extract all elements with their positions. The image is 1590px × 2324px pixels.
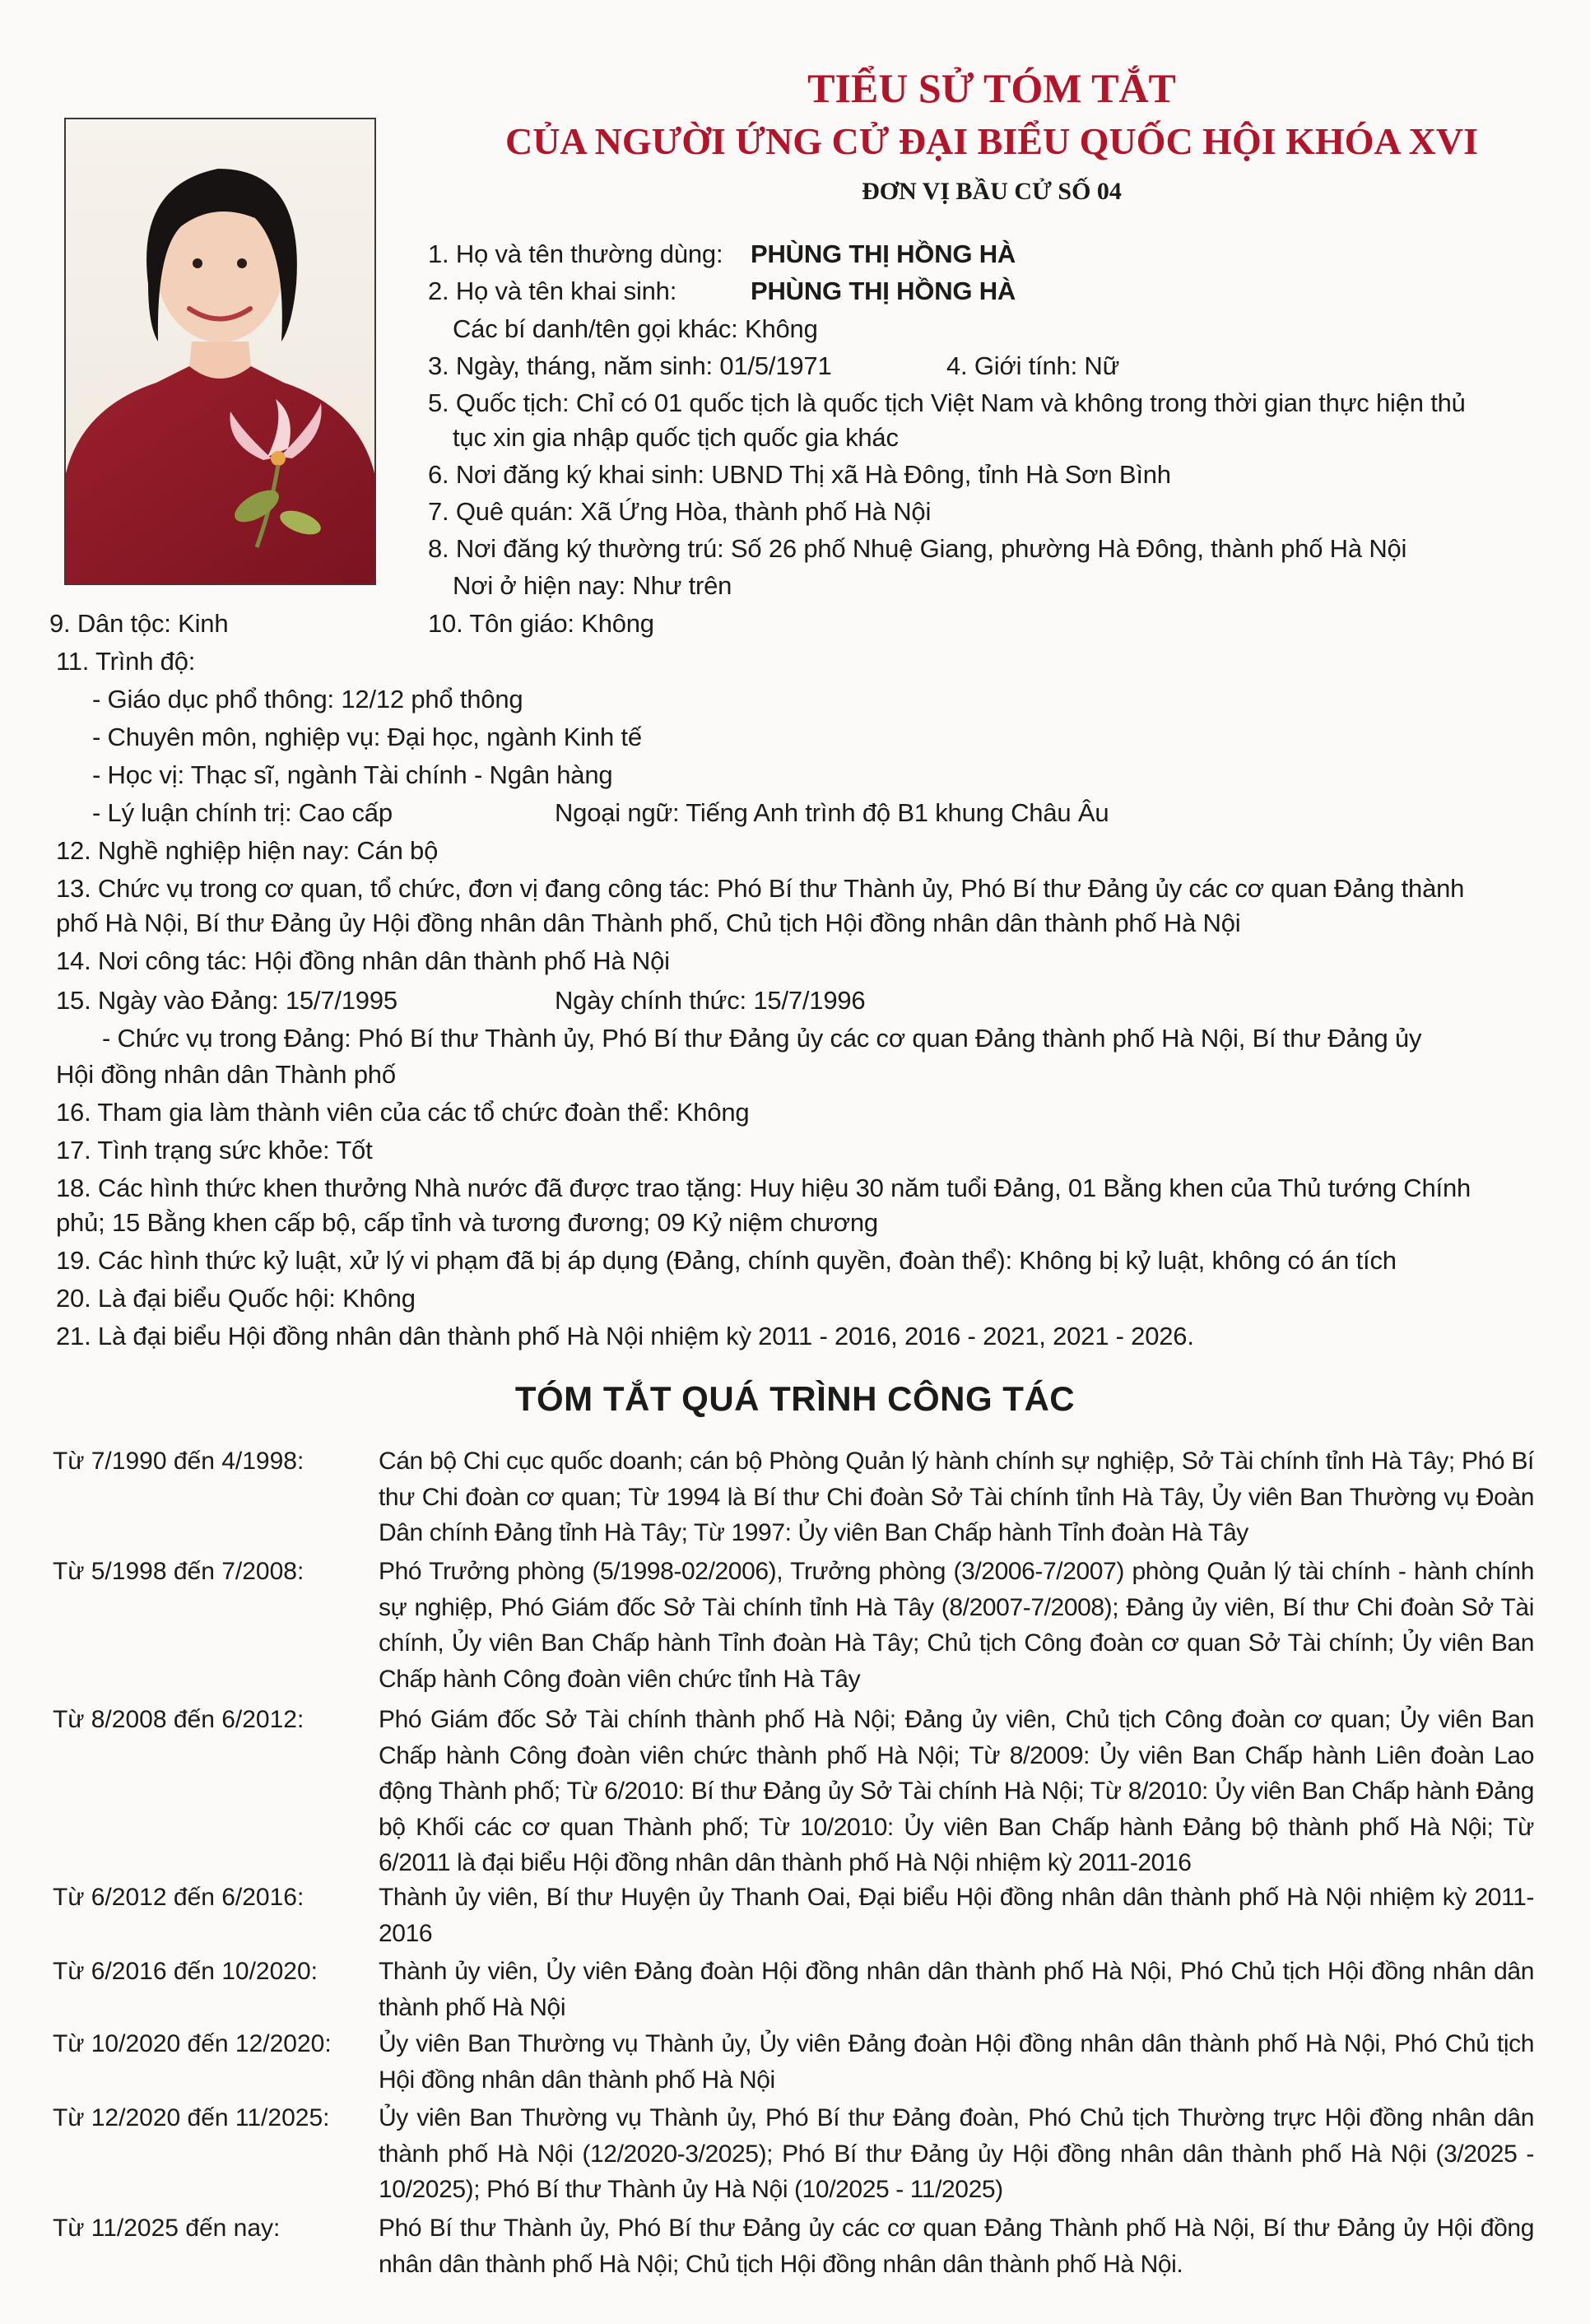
fullname-birth-value: PHÙNG THỊ HỒNG HÀ xyxy=(751,277,1016,305)
workplace: 14. Nơi công tác: Hội đồng nhân dân thành phố Hà Nội xyxy=(56,946,670,975)
career-row xyxy=(53,2210,1534,2284)
national-assembly-delegate: 20. Là đại biểu Quốc hội: Không xyxy=(56,1284,416,1313)
current-residence: Nơi ở hiện nay: Như trên xyxy=(453,571,732,600)
career-period: Từ 6/2012 đến 6/2016: xyxy=(53,1884,305,1911)
education-title: 11. Trình độ: xyxy=(56,647,196,676)
career-period: Từ 10/2020 đến 12/2020: xyxy=(53,2030,332,2057)
party-official-date: Ngày chính thức: 15/7/1996 xyxy=(555,986,866,1015)
education-language: Ngoại ngữ: Tiếng Anh trình độ B1 khung Châu Âu xyxy=(555,798,1109,827)
fullname-birth-row xyxy=(428,273,1016,309)
career-description: Ủy viên Ban Thường vụ Thành ủy, Phó Bí thư Đảng đoàn, Phó Chủ tịch Thường trực Hội đồng nhân dân thành phố Hà Nội (12/2020-3/2025); Phó Bí thư Đảng ủy Hội đồng nhân dân thành phố Hà Nội (3/2025 - 10/2025); Phó Bí thư Thành ủy Hà Nội (10/2025 - 11/2025) xyxy=(379,2104,1534,2203)
health: 17. Tình trạng sức khỏe: Tốt xyxy=(56,1136,373,1164)
career-period: Từ 6/2016 đến 10/2020: xyxy=(53,1958,318,1985)
discipline: 19. Các hình thức kỷ luật, xử lý vi phạm đã bị áp dụng (Đảng, chính quyền, đoàn thể): Không bị kỷ luật, không có án tích xyxy=(56,1246,1397,1275)
date-of-birth: 3. Ngày, tháng, năm sinh: 01/5/1971 xyxy=(428,351,832,380)
permanent-residence: 8. Nơi đăng ký thường trú: Số 26 phố Nhuệ Giang, phường Hà Đông, thành phố Hà Nội xyxy=(428,534,1407,563)
career-period: Từ 7/1990 đến 4/1998: xyxy=(53,1448,305,1475)
occupation: 12. Nghề nghiệp hiện nay: Cán bộ xyxy=(56,836,439,865)
career-description: Thành ủy viên, Ủy viên Đảng đoàn Hội đồng nhân dân thành phố Hà Nội, Phó Chủ tịch Hội đồng nhân dân thành phố Hà Nội xyxy=(379,1958,1534,2021)
career-row xyxy=(53,1554,1534,1699)
document-title: TIỂU SỬ TÓM TẮT xyxy=(807,65,1176,111)
career-period: Từ 5/1998 đến 7/2008: xyxy=(53,1558,305,1585)
nationality-line-2: tục xin gia nhập quốc tịch quốc gia khác xyxy=(453,423,899,452)
career-row xyxy=(53,1443,1534,1552)
career-section-title: TÓM TẮT QUÁ TRÌNH CÔNG TÁC xyxy=(514,1379,1076,1418)
career-period: Từ 12/2020 đến 11/2025: xyxy=(53,2104,330,2131)
fullname-common-label: 1. Họ và tên thường dùng: xyxy=(428,239,723,268)
awards-line-1: 18. Các hình thức khen thưởng Nhà nước đã được trao tặng: Huy hiệu 30 năm tuổi Đảng, 01 Bằng khen của Thủ tướng Chính xyxy=(56,1174,1471,1202)
career-row xyxy=(53,1702,1534,1881)
council-delegate: 21. Là đại biểu Hội đồng nhân dân thành phố Hà Nội nhiệm kỳ 2011 - 2016, 2016 - 2021, 2021 - 2026. xyxy=(56,1322,1194,1350)
position-line-2: phố Hà Nội, Bí thư Đảng ủy Hội đồng nhân dân Thành phố, Chủ tịch Hội đồng nhân dân thành phố Hà Nội xyxy=(56,909,1241,937)
party-join-date: 15. Ngày vào Đảng: 15/7/1995 xyxy=(56,986,398,1015)
career-row xyxy=(53,1880,1534,1952)
candidate-portrait xyxy=(64,118,376,585)
party-position-line-2: Hội đồng nhân dân Thành phố xyxy=(56,1060,396,1089)
career-description: Cán bộ Chi cục quốc doanh; cán bộ Phòng Quản lý hành chính sự nghiệp, Sở Tài chính tỉnh Hà Tây; Phó Bí thư Chi đoàn cơ quan; Từ 1994 là Bí thư Chi đoàn Sở Tài chính tỉnh Hà Tây, Ủy viên Ban Thường vụ Đoàn Dân chính Đảng tỉnh Hà Tây; Từ 1997: Ủy viên Ban Chấp hành Tỉnh đoàn Hà Tây xyxy=(379,1448,1534,1546)
education-politics: - Lý luận chính trị: Cao cấp xyxy=(92,798,393,827)
hometown: 7. Quê quán: Xã Ứng Hòa, thành phố Hà Nội xyxy=(428,497,932,526)
document-subtitle: CỦA NGƯỜI ỨNG CỬ ĐẠI BIỂU QUỐC HỘI KHÓA XVI xyxy=(504,120,1478,162)
fullname-birth-label: 2. Họ và tên khai sinh: xyxy=(428,277,677,305)
education-major: - Chuyên môn, nghiệp vụ: Đại học, ngành Kinh tế xyxy=(92,723,642,751)
career-row xyxy=(53,2100,1534,2209)
electoral-unit: ĐƠN VỊ BẦU CỬ SỐ 04 xyxy=(862,178,1122,205)
birth-registration: 6. Nơi đăng ký khai sinh: UBND Thị xã Hà Đông, tỉnh Hà Sơn Bình xyxy=(428,460,1171,489)
awards-line-2: phủ; 15 Bằng khen cấp bộ, cấp tỉnh và tương đương; 09 Kỷ niệm chương xyxy=(56,1208,878,1237)
nationality-line-1: 5. Quốc tịch: Chỉ có 01 quốc tịch là quốc tịch Việt Nam và không trong thời gian thực hiện thủ xyxy=(428,388,1466,417)
fullname-common-row xyxy=(428,236,1016,272)
career-description: Phó Bí thư Thành ủy, Phó Bí thư Đảng ủy các cơ quan Đảng Thành phố Hà Nội, Bí thư Đảng ủy Hội đồng nhân dân thành phố Hà Nội; Chủ tịch Hội đồng nhân dân thành phố Hà Nội. xyxy=(379,2215,1534,2278)
career-description: Phó Trưởng phòng (5/1998-02/2006), Trưởng phòng (3/2006-7/2007) phòng Quản lý tài chính - hành chính sự nghiệp, Phó Giám đốc Sở Tài chính tỉnh Hà Tây (8/2007-7/2008); Đảng ủy viên, Bí thư Chi đoàn Sở Tài chính, Ủy viên Ban Chấp hành Tỉnh đoàn Hà Tây; Chủ tịch Công đoàn cơ quan Sở Tài chính; Ủy viên Ban Chấp hành Công đoàn viên chức tỉnh Hà Tây xyxy=(379,1558,1534,1693)
ethnicity: 9. Dân tộc: Kinh xyxy=(49,609,229,638)
education-degree: - Học vị: Thạc sĩ, ngành Tài chính - Ngân hàng xyxy=(92,760,613,789)
career-row xyxy=(53,2026,1534,2099)
organizations: 16. Tham gia làm thành viên của các tổ chức đoàn thể: Không xyxy=(56,1098,750,1127)
aliases: Các bí danh/tên gọi khác: Không xyxy=(453,314,818,343)
career-period: Từ 8/2008 đến 6/2012: xyxy=(53,1706,305,1733)
religion: 10. Tôn giáo: Không xyxy=(428,609,654,638)
party-position-line-1: - Chức vụ trong Đảng: Phó Bí thư Thành ủy, Phó Bí thư Đảng ủy các cơ quan Đảng thành phố Hà Nội, Bí thư Đảng ủy xyxy=(102,1024,1422,1053)
education-general: - Giáo dục phổ thông: 12/12 phổ thông xyxy=(92,685,523,713)
portrait-image xyxy=(66,119,374,583)
career-row xyxy=(53,1954,1534,2026)
career-description: Phó Giám đốc Sở Tài chính thành phố Hà Nội; Đảng ủy viên, Chủ tịch Công đoàn cơ quan; Ủy viên Ban Chấp hành Công đoàn viên chức thành phố Hà Nội; Từ 8/2009: Ủy viên Ban Chấp hành Liên đoàn Lao động Thành phố; Từ 6/2010: Bí thư Đảng ủy Sở Tài chính Hà Nội; Từ 8/2010: Ủy viên Ban Chấp hành Đảng bộ Khối các cơ quan Thành phố; Từ 10/2010: Ủy viên Ban Chấp hành Đảng bộ thành phố Hà Nội; Từ 6/2011 là đại biểu Hội đồng nhân dân thành phố Hà Nội nhiệm kỳ 2011-2016 xyxy=(379,1706,1534,1876)
fullname-common-value: PHÙNG THỊ HỒNG HÀ xyxy=(751,239,1016,268)
gender: 4. Giới tính: Nữ xyxy=(946,351,1120,380)
career-description: Thành ủy viên, Bí thư Huyện ủy Thanh Oai, Đại biểu Hội đồng nhân dân thành phố Hà Nội nhiệm kỳ 2011-2016 xyxy=(379,1884,1534,1947)
career-description: Ủy viên Ban Thường vụ Thành ủy, Ủy viên Đảng đoàn Hội đồng nhân dân thành phố Hà Nội, Phó Chủ tịch Hội đồng nhân dân thành phố Hà Nội xyxy=(379,2030,1534,2094)
career-period: Từ 11/2025 đến nay: xyxy=(53,2215,281,2242)
position-line-1: 13. Chức vụ trong cơ quan, tổ chức, đơn vị đang công tác: Phó Bí thư Thành ủy, Phó Bí thư Đảng ủy các cơ quan Đảng thành xyxy=(56,874,1465,903)
